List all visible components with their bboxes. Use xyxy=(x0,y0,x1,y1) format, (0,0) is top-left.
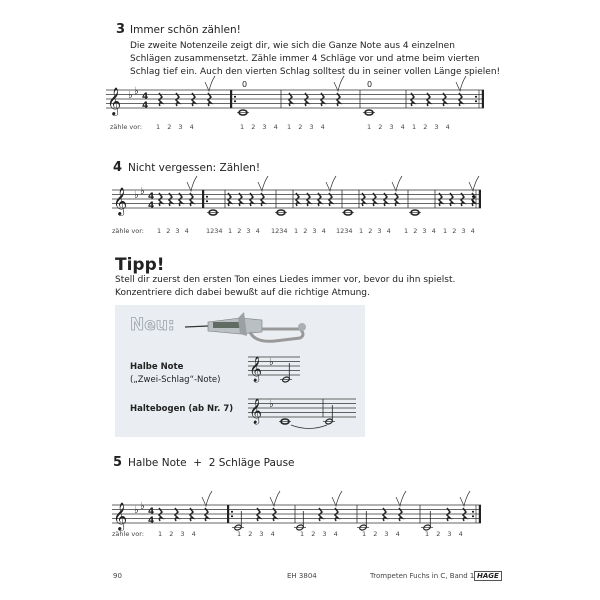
count-group: 1 2 3 4 xyxy=(156,123,194,131)
quarter-rest-icon xyxy=(159,193,162,206)
breath-mark-icon xyxy=(460,491,470,506)
quarter-rest-icon xyxy=(169,193,172,206)
quarter-rest-icon xyxy=(318,193,321,206)
breath-mark-icon xyxy=(270,491,280,506)
repeat-dot xyxy=(206,200,208,202)
count-group: 1 2 3 4 xyxy=(294,227,326,235)
quarter-rest-icon xyxy=(190,508,193,521)
count-group: 1 2 3 4 xyxy=(158,530,196,538)
count-group: 1 2 3 4 xyxy=(228,227,260,235)
count-group: 1 2 3 4 xyxy=(300,530,338,538)
repeat-dot xyxy=(206,196,208,198)
breath-mark-icon xyxy=(332,491,342,506)
quarter-rest-icon xyxy=(208,93,211,106)
quarter-rest-icon xyxy=(461,193,464,206)
quarter-rest-icon xyxy=(384,193,387,206)
repeat-end xyxy=(479,190,481,208)
tie-title: Haltebogen (ab Nr. 7) xyxy=(130,404,234,414)
half-note-subtitle: („Zwei-Schlag“-Note) xyxy=(130,375,221,385)
half-note-title: Halbe Note xyxy=(130,362,184,372)
time-signature: 4 xyxy=(148,516,155,526)
breath-mark-icon xyxy=(469,176,479,191)
count-group: 1 2 3 4 xyxy=(443,227,475,235)
quarter-rest-icon xyxy=(159,93,162,106)
count-group: 1234 xyxy=(206,227,223,235)
treble-clef-icon: 𝄞 xyxy=(113,502,128,530)
repeat-start xyxy=(230,90,232,108)
flat-icon: ♭ xyxy=(140,501,145,512)
quarter-rest-icon xyxy=(443,93,446,106)
flat-icon: ♭ xyxy=(134,86,139,97)
publisher-logo: HAGE xyxy=(474,571,502,581)
quarter-rest-icon xyxy=(176,93,179,106)
repeat-dot xyxy=(472,511,474,513)
repeat-dot xyxy=(234,100,236,102)
treble-clef-icon: 𝄞 xyxy=(113,187,128,215)
quarter-rest-icon xyxy=(319,508,322,521)
quarter-rest-icon xyxy=(337,93,340,106)
quarter-rest-icon xyxy=(192,93,195,106)
exercise-3-number: 3 xyxy=(116,22,126,37)
exercise-3-text-line: Schlag tief ein. Auch den vierten Schlag solltest du in seiner vollen Länge spielen! xyxy=(130,67,501,77)
pencil-tip xyxy=(185,326,208,327)
repeat-dot xyxy=(475,100,477,102)
flat-icon: ♭ xyxy=(128,90,133,101)
count-group: 1 2 3 4 xyxy=(157,227,189,235)
time-signature: 4 xyxy=(142,101,149,111)
count-label: zähle vor: xyxy=(112,227,144,235)
breath-mark-icon xyxy=(187,176,197,191)
exercise-3-text-line: Schlägen zusammensetzt. Zähle immer 4 Schläge vor und atme beim vierten xyxy=(130,54,480,64)
quarter-rest-icon xyxy=(179,193,182,206)
quarter-rest-icon xyxy=(411,93,414,106)
exercise-5-title: Halbe Note + 2 Schläge Pause xyxy=(128,457,295,469)
repeat-end xyxy=(482,90,484,108)
tip-line: Konzentriere dich dabei bewußt auf die richtige Atmung. xyxy=(115,288,370,298)
quarter-rest-icon xyxy=(427,93,430,106)
quarter-rest-icon xyxy=(362,193,365,206)
repeat-dot xyxy=(472,196,474,198)
fingering-mark: 0 xyxy=(367,80,373,89)
time-signature: 4 xyxy=(148,201,155,211)
count-group: 1 2 3 4 xyxy=(359,227,391,235)
repeat-end xyxy=(479,505,481,523)
exercise-4-number: 4 xyxy=(113,160,123,175)
flat-icon: ♭ xyxy=(269,399,274,410)
count-group: 1 2 3 4 xyxy=(287,123,325,131)
tip-heading: Tipp! xyxy=(115,255,165,275)
flat-icon: ♭ xyxy=(134,505,139,516)
quarter-rest-icon xyxy=(472,193,475,206)
quarter-rest-icon xyxy=(239,193,242,206)
quarter-rest-icon xyxy=(321,93,324,106)
repeat-start xyxy=(227,505,229,523)
breath-mark-icon xyxy=(396,491,406,506)
quarter-rest-icon xyxy=(447,508,450,521)
flat-icon: ♭ xyxy=(134,190,139,201)
quarter-rest-icon xyxy=(205,508,208,521)
pencil-grip xyxy=(213,322,243,328)
time-signature: 4 xyxy=(142,92,149,102)
count-group: 1 2 3 4 xyxy=(362,530,400,538)
new-label: Neu: xyxy=(130,315,175,335)
quarter-rest-icon xyxy=(257,508,260,521)
quarter-rest-icon xyxy=(296,193,299,206)
treble-clef-icon: 𝄞 xyxy=(249,357,263,382)
trumpet-bell xyxy=(298,323,306,331)
treble-clef-icon: 𝄞 xyxy=(249,399,263,424)
flat-icon: ♭ xyxy=(140,186,145,197)
repeat-dot xyxy=(234,96,236,98)
repeat-start xyxy=(202,190,204,208)
count-label: zähle vor: xyxy=(112,530,144,538)
count-group: 1234 xyxy=(271,227,288,235)
quarter-rest-icon xyxy=(373,193,376,206)
quarter-rest-icon xyxy=(159,508,162,521)
count-group: 1234 xyxy=(336,227,353,235)
repeat-dot xyxy=(231,511,233,513)
quarter-rest-icon xyxy=(459,93,462,106)
quarter-rest-icon xyxy=(175,508,178,521)
repeat-dot xyxy=(472,200,474,202)
count-group: 1 2 3 4 xyxy=(412,123,450,131)
breath-mark-icon xyxy=(258,176,268,191)
exercise-3-title: Immer schön zählen! xyxy=(130,24,241,36)
quarter-rest-icon xyxy=(261,193,264,206)
time-signature: 4 xyxy=(148,192,155,202)
repeat-dot xyxy=(475,96,477,98)
tip-line: Stell dir zuerst den ersten Ton eines Liedes immer vor, bevor du ihn spielst. xyxy=(115,275,456,285)
repeat-dot xyxy=(472,515,474,517)
exercise-5-number: 5 xyxy=(113,455,123,470)
quarter-rest-icon xyxy=(190,193,193,206)
count-group: 1 2 3 4 xyxy=(237,530,275,538)
tie-arc xyxy=(291,425,327,429)
count-group: 1 2 3 4 xyxy=(367,123,405,131)
quarter-rest-icon xyxy=(335,508,338,521)
quarter-rest-icon xyxy=(383,508,386,521)
quarter-rest-icon xyxy=(273,508,276,521)
treble-clef-icon: 𝄞 xyxy=(107,87,122,115)
edition-code: EH 3804 xyxy=(287,572,317,580)
flat-icon: ♭ xyxy=(269,357,274,368)
count-group: 1 2 3 4 xyxy=(240,123,278,131)
quarter-rest-icon xyxy=(439,193,442,206)
quarter-rest-icon xyxy=(250,193,253,206)
quarter-rest-icon xyxy=(307,193,310,206)
quarter-rest-icon xyxy=(450,193,453,206)
time-signature: 4 xyxy=(148,507,155,517)
quarter-rest-icon xyxy=(228,193,231,206)
fingering-mark: 0 xyxy=(242,80,248,89)
quarter-rest-icon xyxy=(395,193,398,206)
exercise-3-text-line: Die zweite Notenzeile zeigt dir, wie sich die Ganze Note aus 4 einzelnen xyxy=(130,41,455,51)
breath-mark-icon xyxy=(202,491,212,506)
count-label: zähle vor: xyxy=(110,123,142,131)
exercise-4-title: Nicht vergessen: Zählen! xyxy=(128,162,261,174)
quarter-rest-icon xyxy=(305,93,308,106)
quarter-rest-icon xyxy=(329,193,332,206)
count-group: 1 2 3 4 xyxy=(404,227,436,235)
repeat-dot xyxy=(231,515,233,517)
book-title: Trompeten Fuchs in C, Band 1 xyxy=(370,572,475,580)
quarter-rest-icon xyxy=(463,508,466,521)
quarter-rest-icon xyxy=(399,508,402,521)
quarter-rest-icon xyxy=(289,93,292,106)
page-number: 90 xyxy=(113,572,122,580)
breath-mark-icon xyxy=(326,176,336,191)
count-group: 1 2 3 4 xyxy=(425,530,463,538)
breath-mark-icon xyxy=(392,176,402,191)
